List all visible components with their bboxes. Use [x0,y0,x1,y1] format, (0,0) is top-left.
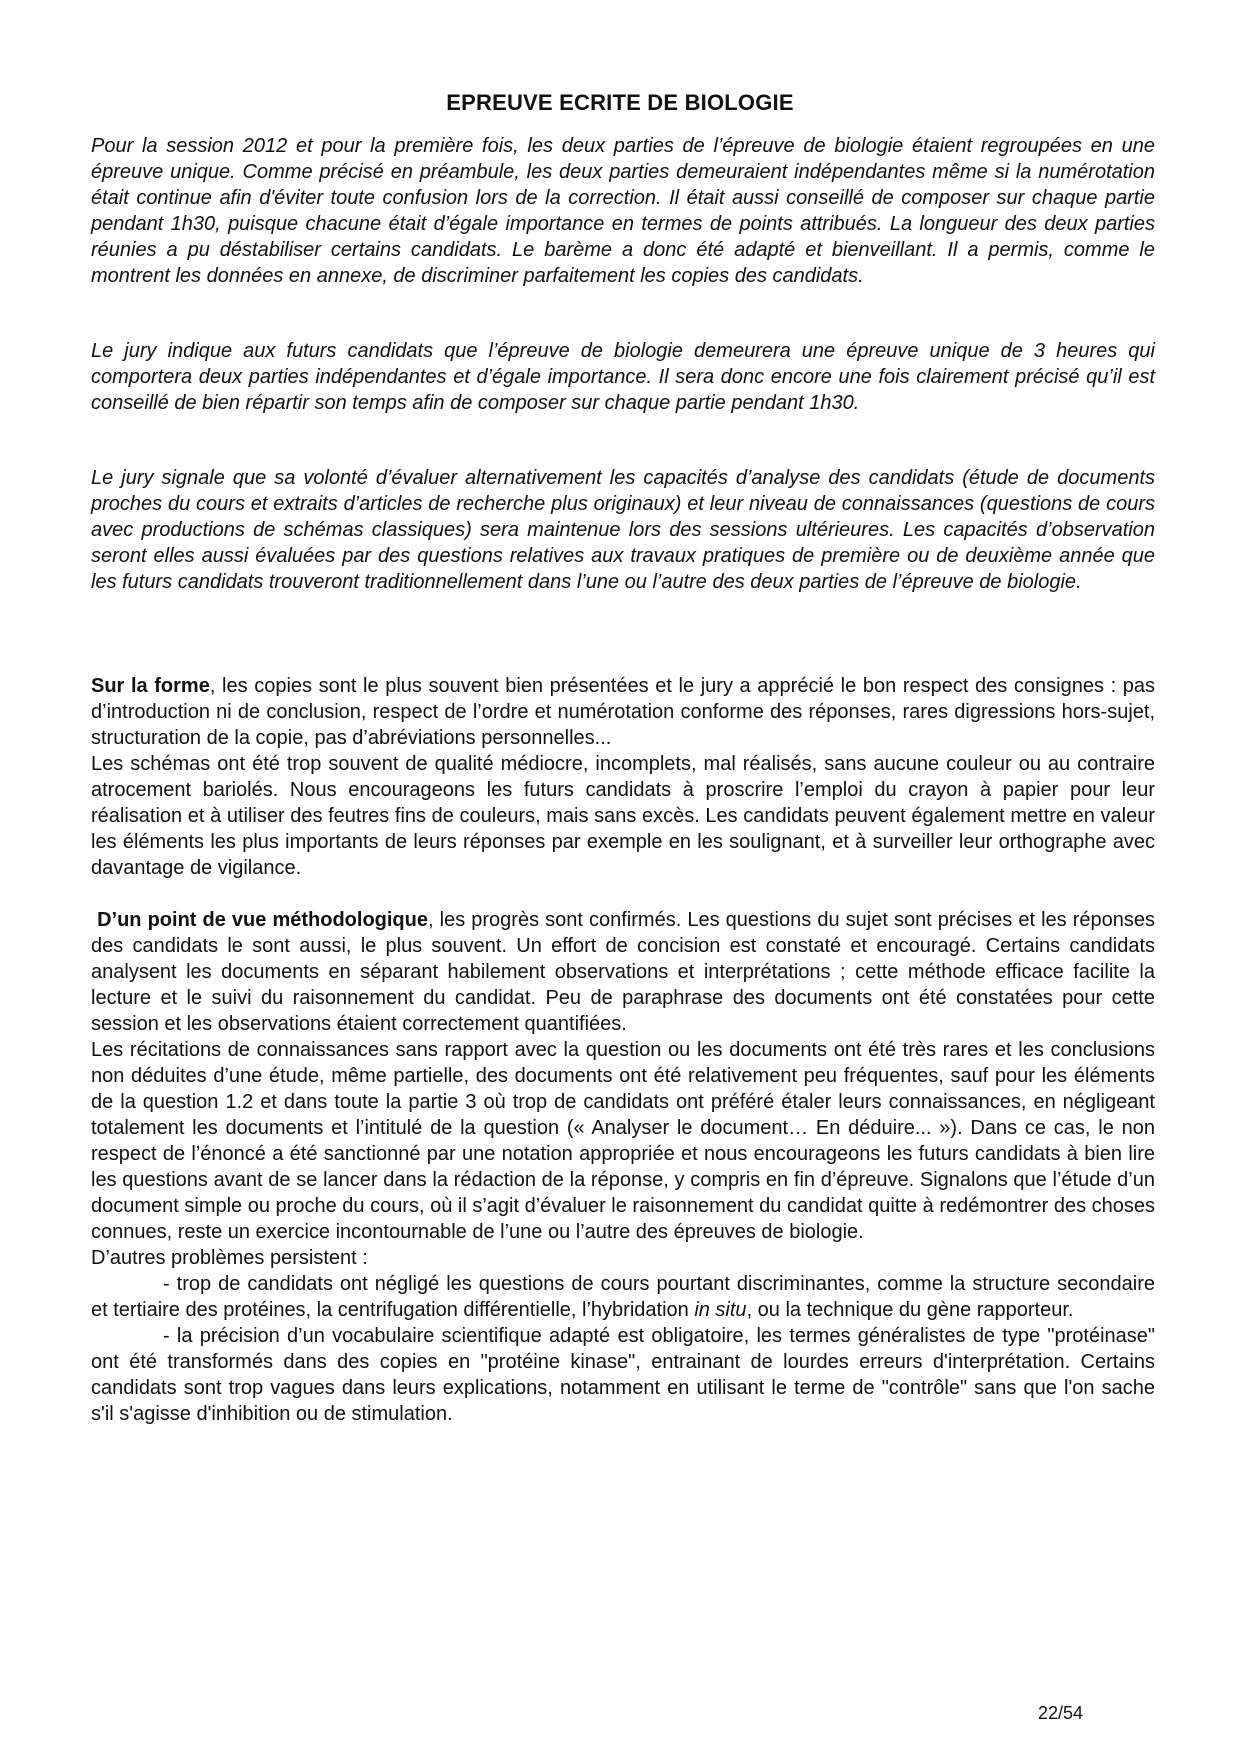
page-title: EPREUVE ECRITE DE BIOLOGIE [446,90,794,115]
forme-lead: Sur la forme [91,675,210,697]
forme-paragraph-2: Les schémas ont été trop souvent de qualité médiocre, incomplets, mal réalisés, sans aucune couleur ou au contraire atrocement bariolés. Nous encourageons les futurs candidats à proscrire l’emploi du crayon à papier pour leur réalisation et à utiliser des feutres fins de couleurs, mais sans excès. Les candidats peuvent également mettre en valeur les éléments les plus importants de leurs réponses par exemple en les soulignant, et à surveiller leur orthographe avec davantage de vigilance. [91,753,1155,879]
list-item-1: - trop de candidats ont négligé les questions de cours pourtant discriminantes, comme la structure secondaire et tertiaire des protéines, la centrifugation différentielle, l’hybridation in situ, ou la technique du gène rapporteur. [91,1273,1155,1321]
methodo-paragraph-1 [91,907,1155,1037]
intro-paragraph-1: Pour la session 2012 et pour la première fois, les deux parties de l’épreuve de biologie étaient regroupées en une épreuve unique. Comme précisé en préambule, les deux parties demeuraient indépendantes même si la numérotation était continue afin d'éviter toute confusion lors de la correction. Il était aussi conseillé de composer sur chaque partie pendant 1h30, puisque chacune était d’égale importance en termes de points attribués. La longueur des deux parties réunies a pu déstabiliser certains candidats. Le barème a donc été adapté et bienveillant. Il a permis, comme le montrent les données en annexe, de discriminer parfaitement les copies des candidats. [91,135,1155,287]
methodo-section [91,907,1155,1427]
methodo-paragraph-3: D’autres problèmes persistent : [91,1247,368,1269]
forme-text-1: , les copies sont le plus souvent bien présentées et le jury a apprécié le bon respect des consignes : pas d’introduction ni de conclusion, respect de l’ordre et numérotation conforme des réponses, rares digressions hors-sujet, structuration de la copie, pas d’abréviations personnelles... [91,675,1155,749]
forme-section [91,673,1155,881]
page-number: 22/54 [1038,1703,1084,1723]
intro-paragraph-3: Le jury signale que sa volonté d’évaluer alternativement les capacités d’analyse des candidats (étude de documents proches du cours et extraits d’articles de recherche plus originaux) et leur niveau de connaissances (questions de cours avec productions de schémas classiques) sera maintenue lors des sessions ultérieures. Les capacités d’observation seront elles aussi évaluées par des questions relatives aux travaux pratiques de première ou de deuxième année que les futurs candidats trouveront traditionnellement dans l’une ou l’autre des deux parties de l’épreuve de biologie. [91,467,1155,593]
forme-paragraph-1 [91,673,1155,751]
list-item-2: - la précision d’un vocabulaire scientifique adapté est obligatoire, les termes généralistes de type "protéinase" ont été transformés dans des copies en "protéine kinase", entrainant de lourdes erreurs d'interprétation. Certains candidats sont trop vagues dans leurs explications, notamment en utilisant le terme de "contrôle" sans que l'on sache s'il s'agisse d'inhibition ou de stimulation. [91,1325,1155,1425]
methodo-text-1: , les progrès sont confirmés. Les questions du sujet sont précises et les réponses des candidats le sont aussi, le plus souvent. Un effort de concision est constaté et encouragé. Certains candidats analysent les documents en séparant habilement observations et interprétations ; cette méthode efficace facilite la lecture et le suivi du raisonnement du candidat. Peu de paraphrase des documents ont été constatées pour cette session et les observations étaient correctement quantifiées. [91,909,1156,1035]
methodo-paragraph-2: Les récitations de connaissances sans rapport avec la question ou les documents ont été très rares et les conclusions non déduites d’une étude, même partielle, des documents ont été relativement peu fréquentes, sauf pour les éléments de la question 1.2 et dans toute la partie 3 où trop de candidats ont préféré étaler leurs connaissances, en négligeant totalement les documents et l’intitulé de la question (« Analyser le document… En déduire... »). Dans ce cas, le non respect de l’énoncé a été sanctionné par une notation appropriée et nous encourageons les futurs candidats à bien lire les questions avant de se lancer dans la rédaction de la réponse, y compris en fin d’épreuve. Signalons que l’étude d’un document simple ou proche du cours, où il s’agit d’évaluer le raisonnement du candidat quitte à redémontrer des choses connues, reste un exercice incontournable de l’une ou l’autre des épreuves de biologie. [91,1039,1155,1243]
intro-paragraph-2: Le jury indique aux futurs candidats que l’épreuve de biologie demeurera une épreuve unique de 3 heures qui comportera deux parties indépendantes et d’égale importance. Il sera donc encore une fois clairement précisé qu’il est conseillé de bien répartir son temps afin de composer sur chaque partie pendant 1h30. [91,340,1155,414]
methodo-lead: D’un point de vue méthodologique [97,909,428,931]
